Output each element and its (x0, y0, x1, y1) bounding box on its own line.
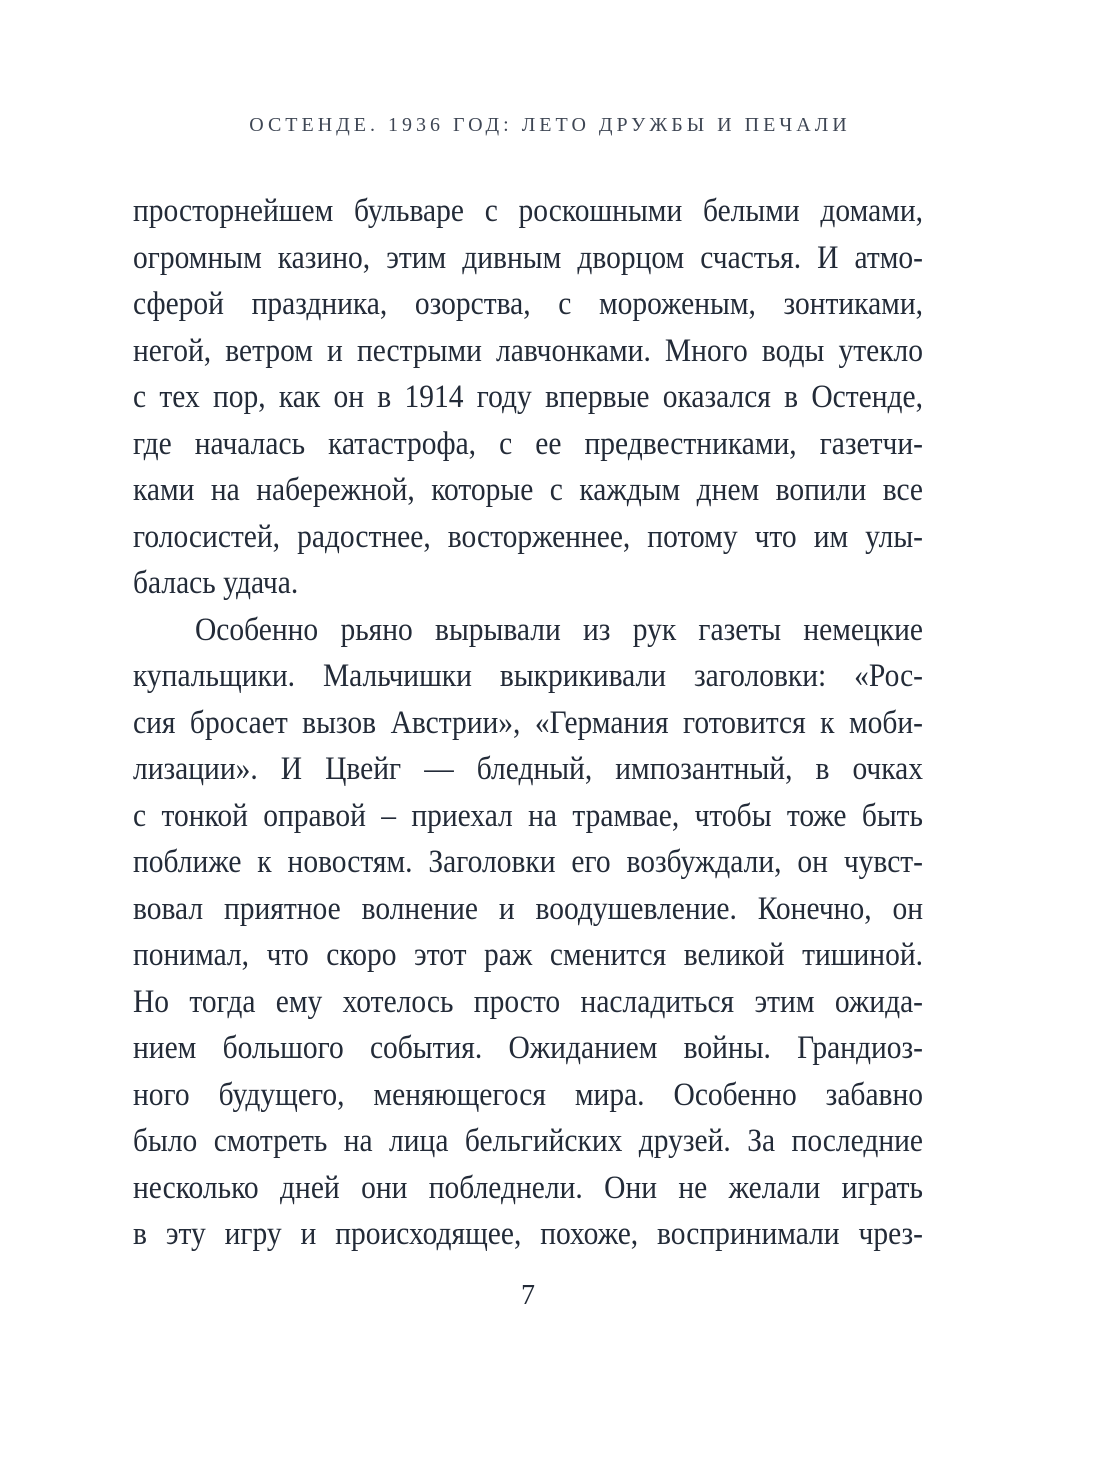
body-text (133, 188, 923, 1258)
text-line: сия бросает вызов Австрии», «Германия готовится к моби- (133, 704, 923, 741)
text-line: ками на набережной, которые с каждым днем вопили все (133, 472, 923, 508)
text-line: вовал приятное волнение и воодушевление. Конечно, он (133, 890, 923, 927)
text-line: понимал, что скоро этот раж сменится великой тишиной. (133, 937, 923, 973)
text-line: Особенно рьяно вырывали из рук газеты немецкие (195, 611, 923, 648)
text-line: с тонкой оправой – приехал на трамвае, чтобы тоже быть (133, 797, 923, 834)
text-line: голосистей, радостнее, восторженнее, потому что им улы- (133, 518, 923, 555)
text-line: в эту игру и происходящее, похоже, воспринимали чрез- (133, 1216, 923, 1252)
running-header: ОСТЕНДЕ. 1936 ГОД: ЛЕТО ДРУЖБЫ И ПЕЧАЛИ (249, 114, 851, 136)
text-line: просторнейшем бульваре с роскошными белыми домами, (133, 193, 923, 229)
text-line: лизации». И Цвейг — бледный, импозантный, в очках (133, 751, 923, 787)
text-line: купальщики. Мальчишки выкрикивали заголовки: «Рос- (133, 658, 923, 694)
text-line: с тех пор, как он в 1914 году впервые оказался в Остенде, (133, 379, 923, 415)
text-line: ного будущего, меняющегося мира. Особенно забавно (133, 1076, 923, 1113)
text-line: Но тогда ему хотелось просто насладиться этим ожида- (133, 983, 923, 1020)
page-number: 7 (521, 1280, 535, 1311)
text-line: балась удача. (133, 565, 299, 601)
text-line: где началась катастрофа, с ее предвестниками, газетчи- (133, 425, 923, 462)
text-line: сферой праздника, озорства, с мороженым, зонтиками, (133, 286, 923, 322)
text-line: огромным казино, этим дивным дворцом счастья. И атмо- (133, 239, 923, 276)
text-line: несколько дней они побледнели. Они не желали играть (133, 1169, 923, 1206)
text-line: было смотреть на лица бельгийских друзей. За последние (133, 1123, 923, 1159)
text-line: поближе к новостям. Заголовки его возбуждали, он чувст- (133, 844, 923, 880)
text-line: негой, ветром и пестрыми лавчонками. Много воды утекло (133, 332, 923, 369)
text-line: нием большого события. Ожиданием войны. Грандиоз- (133, 1030, 923, 1066)
